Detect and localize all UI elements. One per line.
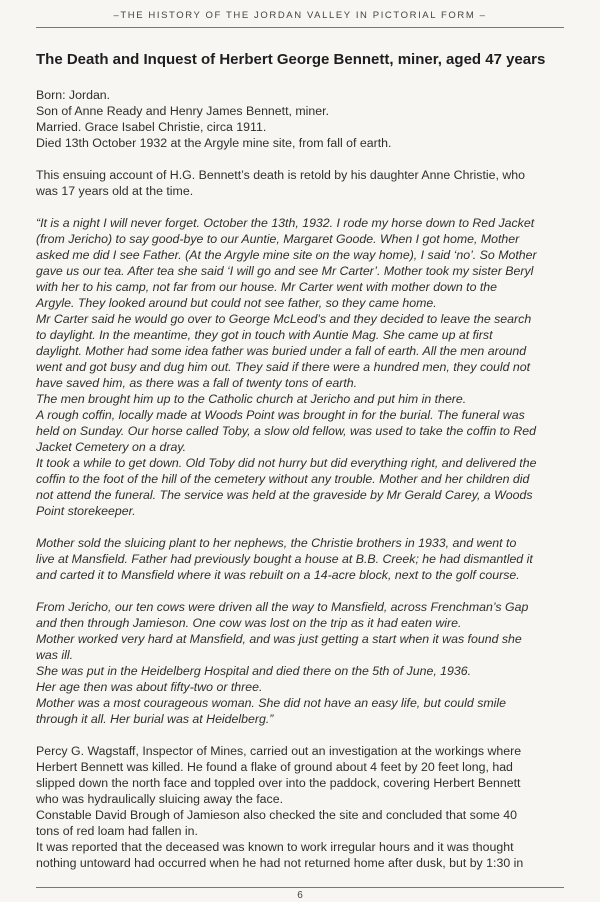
closing-line: Constable David Brough of Jamieson also checked the site and concluded that some 40: [36, 808, 518, 822]
quote-line: From Jericho, our ten cows were driven all the way to Mansfield, across Frenchman’s Gap: [36, 600, 529, 614]
fact-line: Died 13th October 1932 at the Argyle mine site, from fall of earth.: [36, 136, 392, 150]
facts-paragraph: [36, 87, 568, 151]
fact-line: Married. Grace Isabel Christie, circa 1911.: [36, 120, 267, 134]
quote-paragraph-2: [36, 535, 568, 583]
intro-line: This ensuing account of H.G. Bennett’s death is retold by his daughter Anne Christie, who: [36, 168, 526, 182]
quote-line: and carted it to Mansfield where it was rebuilt on a 14-acre block, next to the golf course.: [36, 568, 520, 582]
quote-line: have saved him, as there was a fall of twenty tons of earth.: [36, 376, 358, 390]
quote-line: It took a while to get down. Old Toby did not hurry but did everything right, and delivered the: [36, 456, 537, 470]
closing-line: Herbert Bennett was killed. He found a flake of ground about 4 feet by 20 feet long, had: [36, 760, 513, 774]
quote-line: A rough coffin, locally made at Woods Point was brought in for the burial. The funeral was: [36, 408, 525, 422]
quote-line: through it all. Her burial was at Heidelberg.”: [36, 712, 274, 726]
closing-line: slipped down the north face and toppled over into the paddock, covering Herbert Bennett: [36, 776, 521, 790]
quote-line: held on Sunday. Our horse called Toby, a slow old fellow, was used to take the coffin to Red: [36, 424, 536, 438]
quote-line: was ill.: [36, 648, 74, 662]
quote-line: Mother worked very hard at Mansfield, and was just getting a start when it was found she: [36, 632, 522, 646]
closing-paragraph: [36, 743, 568, 871]
quote-line: live at Mansfield. Father had previously bought a house at B.B. Creek; he had dismantled it: [36, 552, 533, 566]
quote-line: to daylight. In the meantime, they got in touch with Auntie Mag. She came up at first: [36, 328, 493, 342]
footer-rule: [36, 887, 564, 888]
closing-line: tons of red loam had fallen in.: [36, 824, 198, 838]
quote-paragraph-1: [36, 215, 568, 519]
page-number: 6: [297, 890, 303, 901]
running-header: –THE HISTORY OF THE JORDAN VALLEY IN PICTORIAL FORM –: [113, 10, 487, 21]
quote-line: not attend the funeral. The service was held at the graveside by Mr Gerald Carey, a Woods: [36, 488, 533, 502]
fact-line: Born: Jordan.: [36, 88, 111, 102]
closing-line: who was hydraulically sluicing away the face.: [36, 792, 283, 806]
quote-line: Mother was a most courageous woman. She did not have an easy life, but could smile: [36, 696, 507, 710]
intro-line: was 17 years old at the time.: [36, 184, 194, 198]
quote-line: coffin to the foot of the hill of the cemetery without any trouble. Mother and her children did: [36, 472, 530, 486]
quote-line: Mr Carter said he would go over to George McLeod’s and they decided to leave the search: [36, 312, 532, 326]
intro-paragraph: [36, 167, 568, 199]
fact-line: Son of Anne Ready and Henry James Bennett, miner.: [36, 104, 329, 118]
header-rule: [36, 27, 564, 28]
article-body: [36, 87, 568, 871]
quote-line: daylight. Mother had some idea father was buried under a fall of earth. All the men around: [36, 344, 527, 358]
quote-line: Mother sold the sluicing plant to her nephews, the Christie brothers in 1933, and went to: [36, 536, 517, 550]
quote-line: (from Jericho) to say good-bye to our Auntie, Margaret Goode. When I got home, Mother: [36, 232, 520, 246]
article-title: The Death and Inquest of Herbert George Bennett, miner, aged 47 years: [36, 51, 546, 68]
closing-line: It was reported that the deceased was known to work irregular hours and it was thought: [36, 840, 514, 854]
quote-line: Her age then was about fifty-two or three.: [36, 680, 263, 694]
closing-line: Percy G. Wagstaff, Inspector of Mines, carried out an investigation at the workings where: [36, 744, 522, 758]
quote-line: She was put in the Heidelberg Hospital and died there on the 5th of June, 1936.: [36, 664, 472, 678]
quote-line: “It is a night I will never forget. October the 13th, 1932. I rode my horse down to Red Jacket: [36, 216, 535, 230]
quote-paragraph-3: [36, 599, 568, 727]
closing-line: nothing untoward had occurred when he had not returned home after dusk, but by 1:30 in: [36, 856, 524, 870]
quote-line: and then through Jamieson. One cow was lost on the trip as it had eaten wire.: [36, 616, 462, 630]
quote-line: The men brought him up to the Catholic church at Jericho and put him in there.: [36, 392, 467, 406]
quote-line: gave us our tea. After tea she said ‘I will go and see Mr Carter’. Mother took my sister Beryl: [36, 264, 534, 278]
quote-line: asked me did I see Father. (At the Argyle mine site on the way home), I said ‘no’. So Mother: [36, 248, 537, 262]
quote-line: Argyle. They looked around but could not see father, so they came home.: [36, 296, 437, 310]
quote-line: went and got busy and dug him out. They said if there were a hundred men, they could not: [36, 360, 531, 374]
quote-line: Jacket Cemetery on a dray.: [36, 440, 187, 454]
quote-line: with her to his camp, not far from our house. Mr Carter went with mother down to the: [36, 280, 498, 294]
quote-line: Point storekeeper.: [36, 504, 136, 518]
